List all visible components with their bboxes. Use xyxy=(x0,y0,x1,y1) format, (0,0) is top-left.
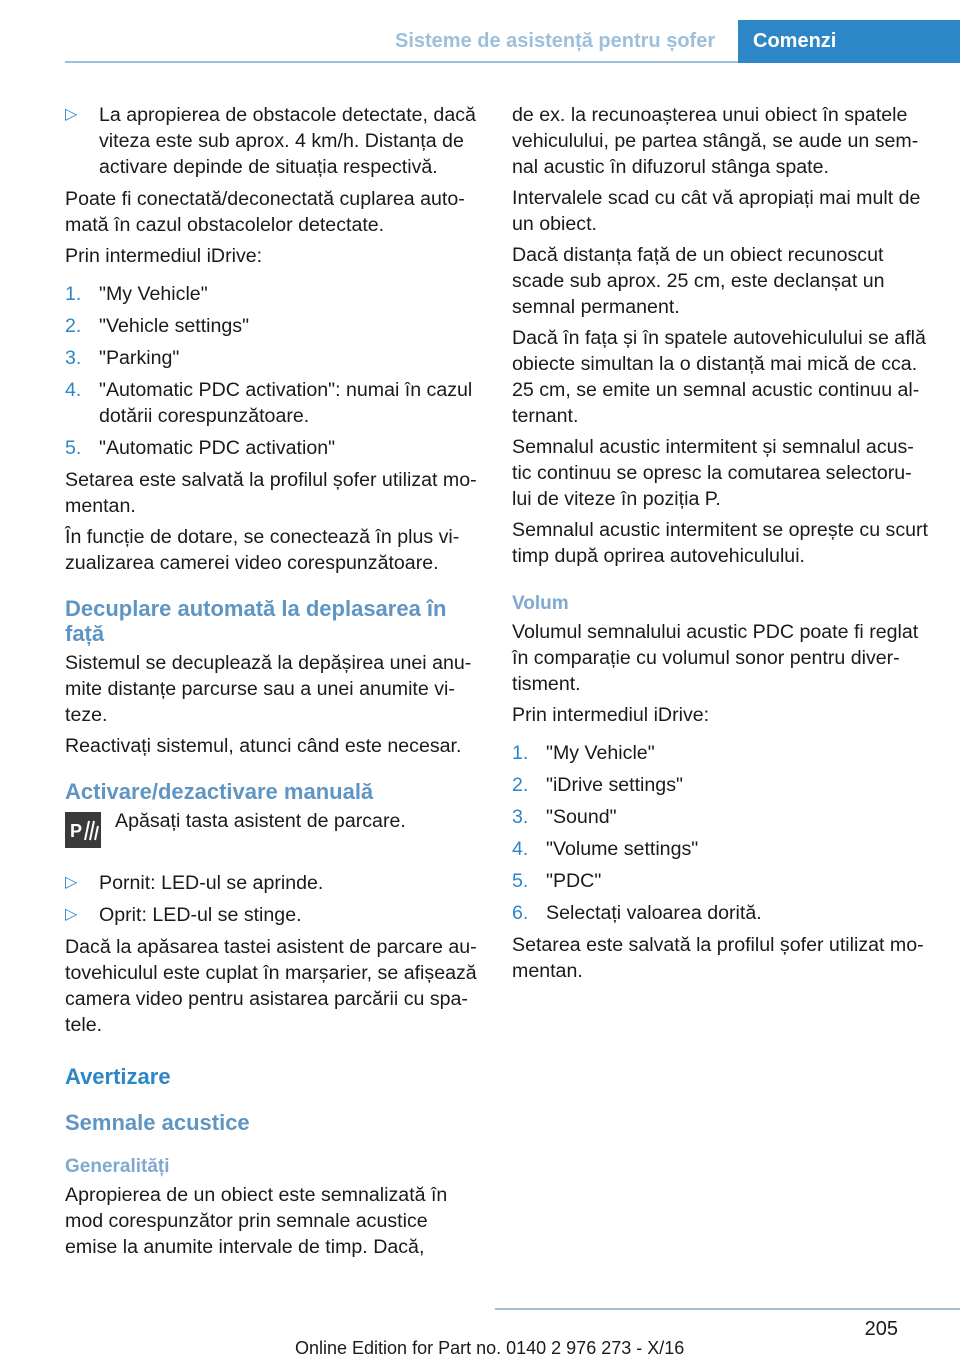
list-item: 2. "Vehicle settings" xyxy=(65,315,250,337)
bullet-list-led xyxy=(65,870,480,928)
heading-manual: Activare/dezactivare manuală xyxy=(65,779,374,804)
right-column xyxy=(512,102,932,989)
list-item: ▷ Pornit: LED-ul se aprinde. xyxy=(65,872,324,894)
paragraph: Poate fi conectată/deconectată cuplarea auto‐ mată în cazul obstacolelor detectate. xyxy=(65,188,465,236)
button-instruction xyxy=(65,808,480,852)
triangle-bullet-icon: ▷ xyxy=(65,906,78,923)
list-item: ▷ La apropierea de obstacole detectate, dacă viteza este sub aprox. 4 km/h. Distanța de activare depinde de situația respectivă. xyxy=(65,104,476,178)
paragraph: Volumul semnalului acustic PDC poate fi reglat în comparație cu volumul sonor pentru diver‐ tisment. xyxy=(512,621,919,695)
heading-volum: Volum xyxy=(512,593,569,614)
list-item: 3. "Parking" xyxy=(65,347,180,369)
bullet-list-activation xyxy=(65,102,480,180)
idrive-steps-list xyxy=(65,281,480,461)
paragraph: Dacă distanța față de un obiect recunoscut scade sub aprox. 25 cm, este declanșat un semnal permanent. xyxy=(512,244,885,318)
paragraph: În funcție de dotare, se conectează în plus vi‐ zualizarea camerei video corespunzătoare. xyxy=(65,526,460,574)
heading-semnale-acustice: Semnale acustice xyxy=(65,1110,250,1135)
paragraph: Prin intermediul iDrive: xyxy=(65,245,263,267)
heading-avertizare: Avertizare xyxy=(65,1064,171,1089)
heading-generalitati: Generalități xyxy=(65,1156,170,1177)
edition-note: Online Edition for Part no. 0140 2 976 273 - X/16 xyxy=(295,1338,685,1358)
list-item: 1. "My Vehicle" xyxy=(65,283,208,305)
list-item: 4. "Volume settings" xyxy=(512,838,699,860)
svg-text:P: P xyxy=(70,821,83,841)
paragraph: Apăsați tasta asistent de parcare. xyxy=(115,810,406,832)
list-item: 5. "Automatic PDC activation" xyxy=(65,437,336,459)
list-item: 3. "Sound" xyxy=(512,806,617,828)
page-number: 205 xyxy=(864,1318,898,1340)
paragraph: Semnalul acustic intermitent se oprește cu scurt timp după oprirea autovehiculului. xyxy=(512,519,929,567)
idrive-volume-steps-list xyxy=(512,740,932,926)
paragraph: Setarea este salvată la profilul șofer utilizat mo‐ mentan. xyxy=(65,469,477,517)
paragraph: Setarea este salvată la profilul șofer utilizat mo‐ mentan. xyxy=(512,934,924,982)
list-item: 6. Selectați valoarea dorită. xyxy=(512,902,762,924)
parking-assistant-button-icon xyxy=(65,812,101,848)
footer-rule xyxy=(495,1308,960,1310)
paragraph: Dacă în fața și în spatele autovehiculului se află obiecte simultan la o distanță mai mică de cca. 25 cm, se emite un semnal acustic continuu al‐ ternant. xyxy=(512,327,926,427)
triangle-bullet-icon: ▷ xyxy=(65,874,78,891)
chapter-tab-label: Comenzi xyxy=(753,30,837,52)
paragraph: Dacă la apăsarea tastei asistent de parcare au‐ tovehiculul este cuplat în marșarier, se afișează camera video pentru asistarea parcării cu spa‐ tele. xyxy=(65,936,477,1036)
section-title: Sisteme de asistență pentru șofer xyxy=(395,30,716,52)
paragraph: Reactivați sistemul, atunci când este necesar. xyxy=(65,735,462,757)
list-item: 1. "My Vehicle" xyxy=(512,742,655,764)
list-item: ▷ Oprit: LED-ul se stinge. xyxy=(65,904,302,926)
list-item: 4. "Automatic PDC activation": numai în cazul dotării corespunzătoare. xyxy=(65,379,473,427)
list-item: 5. "PDC" xyxy=(512,870,602,892)
paragraph: Intervalele scad cu cât vă apropiați mai mult de un obiect. xyxy=(512,187,921,235)
paragraph: Prin intermediul iDrive: xyxy=(512,704,710,726)
triangle-bullet-icon: ▷ xyxy=(65,106,78,123)
chapter-tab xyxy=(738,20,960,63)
heading-decuplare: Decuplare automată la deplasarea în față xyxy=(65,596,447,646)
paragraph: de ex. la recunoașterea unui obiect în spatele vehiculului, pe partea stângă, se aude un sem‐ nal acustic în difuzorul stânga spate. xyxy=(512,104,919,178)
left-column xyxy=(65,102,480,1265)
paragraph: Sistemul se decuplează la depășirea unei anu‐ mite distanțe parcurse sau a unei anumite vi‐ teze. xyxy=(65,652,472,726)
paragraph: Semnalul acustic intermitent și semnalul acus‐ tic continuu se opresc la comutarea selectoru‐ lui de viteze în poziția P. xyxy=(512,436,914,510)
list-item: 2. "iDrive settings" xyxy=(512,774,683,796)
paragraph: Apropierea de un obiect este semnalizată în mod corespunzător prin semnale acustice emise la anumite intervale de timp. Dacă, xyxy=(65,1184,448,1258)
